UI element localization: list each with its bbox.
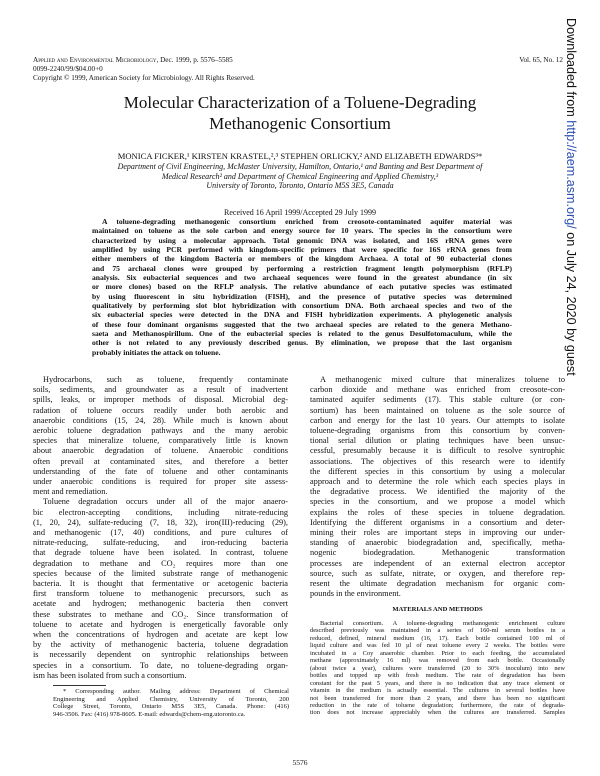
text-line: * Corresponding author. Mailing address: Department of Chemical — [63, 688, 289, 695]
text-line: constant for the past 5 years, and there is no indication that any trace element or — [310, 679, 565, 687]
affiliations — [0, 162, 600, 191]
text-line: liquid culture and was fed 10 µl of neat toluene every 2 weeks. The bottles were — [310, 642, 565, 650]
text-line: Bacterial consortium. A toluene-degrading methanogenic enrichment culture — [320, 620, 565, 627]
page-number: 5576 — [292, 758, 308, 767]
text-line: resent the ultimate degradation mechanism for organic com- — [310, 579, 565, 589]
text-line: saeta and Methanospirillum. One of the eubacterial species is related to the genus Desulfotomaculum, while the — [92, 329, 512, 339]
text-line: the degradative process. We identified the majority of the — [310, 487, 565, 497]
text-line: first transform toluene to methanogenic precursors, such as — [33, 589, 288, 599]
text-line: (1, 20, 24), sulfate-reducing (7, 18, 32), iron(III)-reducing (29), — [33, 517, 288, 527]
text-line: when the concentrations of hydrogen and acetate are kept low — [33, 630, 288, 640]
text-line: analysis. Six eubacterial sequences and two archaeal sequences were found in the greatest abundance (in six — [92, 273, 512, 283]
affiliation-line: Medical Research² and Department of Chemical Engineering and Applied Chemistry,³ — [161, 171, 439, 181]
article-code: 0099-2240/99/$04.00+0 — [33, 65, 103, 73]
text-line: mining their roles are important steps in improving our under- — [310, 528, 565, 538]
text-line: soils, sediments, and groundwater as a result of inadvertent — [33, 385, 288, 395]
text-line: maintained on toluene as the sole carbon and energy source for 10 years. The species in the consortium were — [92, 226, 512, 236]
text-line: species in a consortium. To date, no toluene-degrading organ- — [33, 660, 288, 670]
footnote-divider — [53, 685, 106, 686]
text-line: reduced, defined, mineral medium (16, 17). Each bottle contained 100 ml of — [310, 634, 565, 642]
text-line: nitrate-reducing, sulfate-reducing, and iron-reducing bacteria — [33, 538, 288, 548]
text-line: (about twice a year), cultures were transferred (20 to 30% inoculum) into new — [310, 664, 565, 672]
text-line: about anaerobic degradation of toluene. Anaerobic conditions — [33, 446, 288, 456]
copyright: Copyright © 1999, American Society for Microbiology. All Rights Reserved. — [33, 74, 255, 82]
affiliation-line: Department of Civil Engineering, McMaster University, Hamilton, Ontario,¹ and Banting and Best Department of — [117, 162, 483, 171]
issue-pages: , Dec. 1999, p. 5576–5585 — [156, 56, 233, 64]
text-line: species in the consortium, and we propose a model which — [310, 497, 565, 507]
text-line: Hydrocarbons, such as toluene, frequently contaminate — [43, 375, 288, 384]
text-line: described previously was maintained in a series of 160-ml serum bottles in a — [310, 627, 565, 635]
text-line: six eubacterial species were detected in the DNA and FISH hybridization experiments. A phylogenetic analysis — [92, 310, 512, 320]
text-line: by the activity of methanogenic bacteria, toluene degradation — [33, 640, 288, 650]
text-line: methane (approximately 16 ml) was removed from each bottle. Occasionally — [310, 657, 565, 665]
watermark-suffix: on July 24, 2020 by guest — [564, 228, 578, 376]
text-line: explains the roles of these species in toluene degradation. — [310, 507, 565, 517]
text-line: reduction in the rate of toluene degradation; furthermore, the rate of degrada- — [310, 701, 565, 709]
text-line: standing of anaerobic biodegradation and, specifically, metha- — [310, 538, 565, 548]
footnote — [53, 688, 289, 718]
text-line: Identifying the different organisms in a consortium and deter- — [310, 517, 565, 527]
title-line: Molecular Characterization of a Toluene-Degrading — [123, 93, 477, 112]
text-line: qualitatively by performing slot blot hybridization with consortium DNA. Both archaeal species and two of the — [92, 301, 512, 311]
affiliation-line: University of Toronto, Toronto, Ontario M5S 3E5, Canada — [206, 181, 394, 191]
text-line: bacteria. It is thought that fermentative or acetogenic bacteria — [33, 579, 288, 589]
section-heading: MATERIALS AND METHODS — [392, 606, 483, 613]
text-line: probably initiates the attack on toluene. — [92, 347, 221, 357]
text-line: A toluene-degrading methanogenic consortium enriched from creosote-contaminated aquifer material was — [102, 217, 512, 226]
text-line: 946-3506. Fax: (416) 978-8605. E-mail: edwards@chem-eng.utoronto.ca. — [53, 710, 246, 718]
text-line: cessful, presumably because it is difficult to resolve syntrophic — [310, 446, 565, 456]
authors: MONICA FICKER,¹ KIRSTEN KRASTEL,²,³ STEPHEN ORLICKY,² AND ELIZABETH EDWARDS³* — [117, 151, 483, 161]
text-line: by using fluorescent in situ hybridization (FISH), and the presence of putative species was determined — [92, 291, 512, 301]
text-line: degradation to methane and CO₂ requires more than one — [33, 558, 288, 568]
text-line: carbon dioxide and methane was enriched from creosote-con- — [310, 385, 565, 395]
text-line: other is not related to any previously described genus. By elimination, we propose that the last organism — [92, 338, 512, 348]
watermark-prefix: Downloaded from — [564, 18, 578, 121]
abstract — [92, 217, 512, 357]
text-line: and methanogenic (17, 40) conditions, and pure cultures of — [33, 528, 288, 538]
text-line: of these four dominant organisms suggested that the two archaeal species are related to the genera Methano- — [92, 319, 512, 329]
text-line: and 75 archaeal clones were grouped by performing a restriction fragment length polymorphism (RFLP) — [92, 263, 512, 273]
text-line: often prevail at contaminated sites, and therefore a better — [33, 456, 288, 466]
text-line: sortium) has been maintained on toluene as the sole source of — [310, 405, 565, 415]
journal-name: Applied and Environmental Microbiology — [33, 56, 157, 64]
paragraph — [310, 375, 565, 599]
text-line: Toluene degradation occurs under all of the major anaero- — [43, 497, 288, 507]
methods-text — [310, 620, 565, 717]
text-line: understanding of the fate of toluene and other contaminants — [33, 466, 288, 476]
text-line: toluene to acetate and hydrogen is energetically favorable only — [33, 619, 288, 629]
text-line: radation of toluene occurs readily under both aerobic and — [33, 405, 288, 415]
paragraph — [33, 497, 288, 681]
text-line: toluene-degrading organisms from this consortium by conven- — [310, 426, 565, 436]
text-line: tional serial dilution or plating techniques have been unsuc- — [310, 436, 565, 446]
watermark-link[interactable]: http://aem.asm.org/ — [564, 120, 578, 229]
text-line: not been transferred for more than 2 years, and there has been no significant — [310, 694, 565, 702]
text-line: nogenic biodegradation. Methanogenic transformation — [310, 548, 565, 558]
text-line: carbon and energy for the last 10 years. Our attempts to isolate — [310, 415, 565, 425]
text-line: College Street, Toronto, Ontario M5S 3E5, Canada. Phone: (416) — [53, 703, 289, 711]
text-line: aerobic toluene degradation pathways and the many aerobic — [33, 426, 288, 436]
text-line: the different species in this consortium by using a molecular — [310, 466, 565, 476]
text-line: amplified by using PCR performed with kingdom-specific primers that were specific for 16S rRNA genes from — [92, 245, 512, 255]
text-line: incubated in a Coy anaerobic chamber. Prior to each feeding, the accumulated — [310, 649, 565, 657]
text-line: pounds in the environment. — [310, 589, 401, 599]
text-line: anaerobic conditions (15, 24, 28). While much is known about — [33, 415, 288, 425]
volume-info: Vol. 65, No. 12 — [519, 56, 563, 64]
left-column — [33, 375, 288, 681]
text-line: or more clones) based on the RFLP analysis. The relative abundance of each putative species was estimated — [92, 282, 512, 292]
text-line: bic electron-accepting conditions, including nitrate-reducing — [33, 507, 288, 517]
download-watermark — [564, 18, 578, 376]
text-line: vitamin in the medium is actually essential. The cultures in several bottles have — [310, 687, 565, 695]
text-line: Engineering and Applied Chemistry, University of Toronto, 200 — [53, 695, 289, 703]
text-line: processes are independent of an external electron acceptor — [310, 558, 565, 568]
text-line: species because of the limited substrate range of methanogenic — [33, 568, 288, 578]
text-line: that degrade toluene have been isolated. In contrast, toluene — [33, 548, 288, 558]
text-line: ment and remediation. — [33, 487, 108, 497]
text-line: bottles and topped up with fresh medium. The rate of degradation has been — [310, 672, 565, 680]
text-line: taminated aquifer sediments (17). This stable culture (or con- — [310, 395, 565, 405]
text-line: these substrates to methane and CO₂. Since transformation of — [33, 609, 288, 619]
received-dates: Received 16 April 1999/Accepted 29 July 1999 — [224, 208, 376, 217]
right-column — [310, 375, 565, 599]
title-line: Methanogenic Consortium — [209, 114, 391, 133]
text-line: source, such as sulfate, nitrate, or oxygen, and therefore rep- — [310, 568, 565, 578]
text-line: is necessarily dependent on syntrophic relationships between — [33, 650, 288, 660]
text-line: approach and to determine the role which each species plays in — [310, 477, 565, 487]
text-line: spills, leaks, or improper methods of disposal. Microbial deg- — [33, 395, 288, 405]
text-line: tion does not increase appreciably when the cultures are transferred. Samples — [310, 709, 565, 717]
text-line: A methanogenic mixed culture that mineralizes toluene to — [320, 375, 565, 384]
article-title — [0, 92, 600, 134]
paragraph — [33, 375, 288, 497]
text-line: ism has been isolated from such a consortium. — [33, 670, 187, 680]
text-line: acetate and hydrogen; methanogenic bacteria then convert — [33, 599, 288, 609]
text-line: associations. The objectives of this research were to identify — [310, 456, 565, 466]
text-line: species that mineralize toluene, comparatively little is known — [33, 436, 288, 446]
text-line: characterized by using a molecular approach. Total genomic DNA was isolated, and 16S rRNA genes were — [92, 235, 512, 245]
text-line: either members of the kingdom Bacteria or members of the kingdom Archaea. A total of 90 eubacterial clones — [92, 254, 512, 264]
journal-citation — [33, 56, 233, 65]
text-line: under anaerobic conditions is required for proper site assess- — [33, 477, 288, 487]
